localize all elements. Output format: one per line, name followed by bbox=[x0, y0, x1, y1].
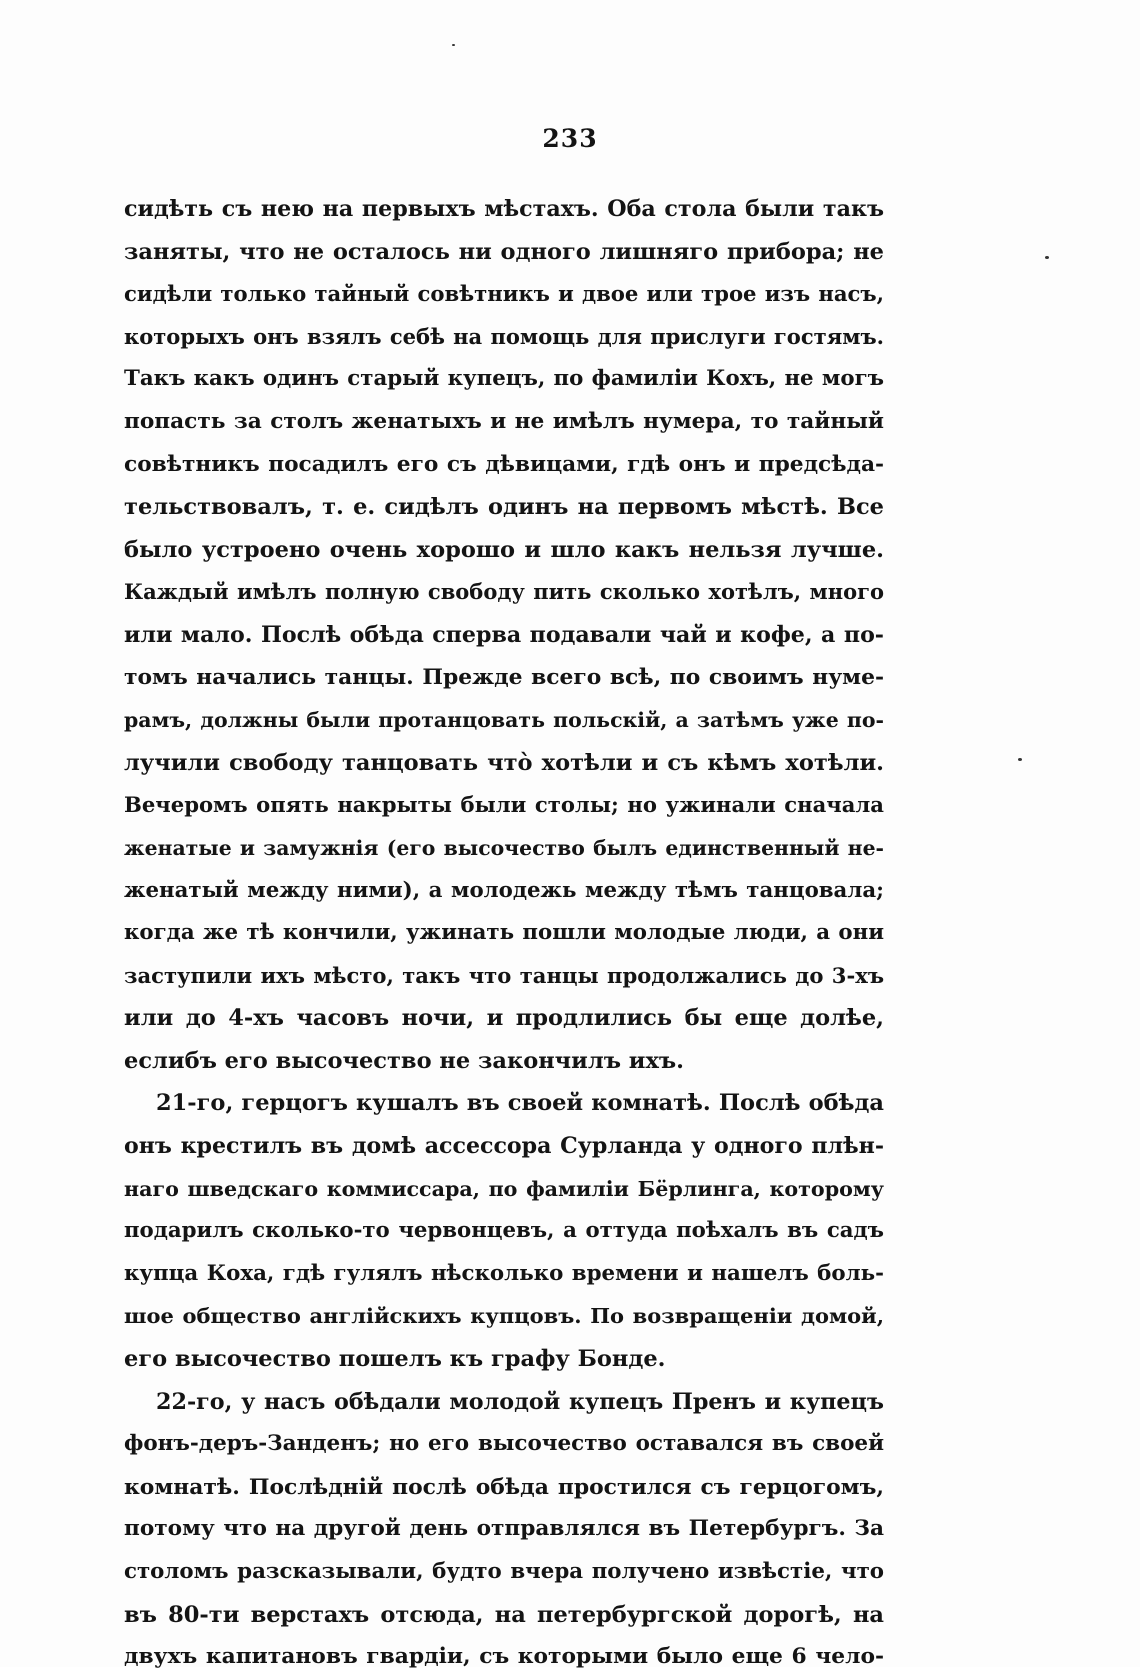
text-line: купца Коха, гдѣ гулялъ нѣсколько времени и нашелъ боль- bbox=[124, 1260, 884, 1286]
text-line: столомъ разсказывали, будто вчера получено извѣстіе, что bbox=[124, 1559, 884, 1584]
body-text bbox=[124, 188, 884, 1679]
text-line: шое общество англійскихъ купцовъ. По возвращеніи домой, bbox=[124, 1303, 884, 1329]
text-line: фонъ-деръ-Занденъ; но его высочество оставался въ своей bbox=[124, 1431, 884, 1457]
text-line: Вечеромъ опять накрыты были столы; но ужинали сначала bbox=[124, 792, 884, 818]
text-line: комнатѣ. Послѣдній послѣ обѣда простился съ герцогомъ, bbox=[124, 1473, 884, 1500]
text-line: которыхъ онъ взялъ себѣ на помощь для прислуги гостямъ. bbox=[124, 323, 884, 349]
text-line: или до 4-хъ часовъ ночи, и продлились бы еще долѣе, bbox=[124, 1005, 884, 1032]
text-line: или мало. Послѣ обѣда сперва подавали чай и кофе, а по- bbox=[124, 621, 884, 648]
scan-speck bbox=[1045, 256, 1049, 259]
text-line: двухъ капитановъ гвардіи, съ которыми было еще 6 чело- bbox=[124, 1644, 884, 1670]
text-line: подарилъ сколько-то червонцевъ, а оттуда поѣхалъ въ садъ bbox=[124, 1218, 884, 1244]
text-line: томъ начались танцы. Прежде всего всѣ, по своимъ нуме- bbox=[124, 664, 884, 690]
text-line: заступили ихъ мѣсто, такъ что танцы продолжались до 3-хъ bbox=[124, 962, 884, 988]
text-line: сидѣть съ нею на первыхъ мѣстахъ. Оба стола были такъ bbox=[124, 196, 884, 222]
text-line: женатые и замужнія (его высочество былъ единственный не- bbox=[124, 835, 884, 860]
text-line: совѣтникъ посадилъ его съ дѣвицами, гдѣ онъ и предсѣда- bbox=[124, 451, 884, 477]
text-line: его высочество пошелъ къ графу Бонде. bbox=[124, 1346, 666, 1373]
text-line: тельствовалъ, т. е. сидѣлъ одинъ на первомъ мѣстѣ. Все bbox=[124, 494, 884, 521]
text-line: женатый между ними), а молодежь между тѣмъ танцовала; bbox=[124, 877, 884, 903]
scan-speck bbox=[452, 44, 455, 46]
text-line: рамъ, должны были протанцовать польскій, а затѣмъ уже по- bbox=[124, 708, 884, 733]
text-line: было устроено очень хорошо и шло какъ нельзя лучше. bbox=[124, 536, 884, 563]
text-line: наго шведскаго коммиссара, по фамиліи Бёрлинга, которому bbox=[124, 1176, 884, 1201]
text-line: Такъ какъ одинъ старый купецъ, по фамиліи Кохъ, не могъ bbox=[124, 366, 884, 392]
text-line: въ 80-ти верстахъ отсюда, на петербургской дорогѣ, на bbox=[124, 1601, 884, 1628]
text-line: лучили свободу танцовать что̀ хотѣли и съ кѣмъ хотѣли. bbox=[124, 749, 884, 776]
scan-speck bbox=[1018, 758, 1022, 761]
text-line: онъ крестилъ въ домѣ ассессора Сурланда у одного плѣн- bbox=[124, 1133, 884, 1160]
text-line: еслибъ его высочество не закончилъ ихъ. bbox=[124, 1047, 684, 1074]
text-line: сидѣли только тайный совѣтникъ и двое или трое изъ насъ, bbox=[124, 281, 884, 307]
text-line: попасть за столъ женатыхъ и не имѣлъ нумера, то тайный bbox=[124, 408, 884, 434]
text-line: 21-го, герцогъ кушалъ въ своей комнатѣ. Послѣ обѣда bbox=[156, 1090, 884, 1117]
page-number: 233 bbox=[542, 124, 598, 153]
text-line: потому что на другой день отправлялся въ Петербургъ. За bbox=[124, 1516, 884, 1542]
text-line: Каждый имѣлъ полную свободу пить сколько хотѣлъ, много bbox=[124, 579, 884, 605]
text-line: когда же тѣ кончили, ужинать пошли молодые люди, а они bbox=[124, 920, 884, 946]
text-line: 22-го, у насъ обѣдали молодой купецъ Пренъ и купецъ bbox=[156, 1388, 884, 1415]
text-line: заняты, что не осталось ни одного лишняго прибора; не bbox=[124, 238, 884, 265]
